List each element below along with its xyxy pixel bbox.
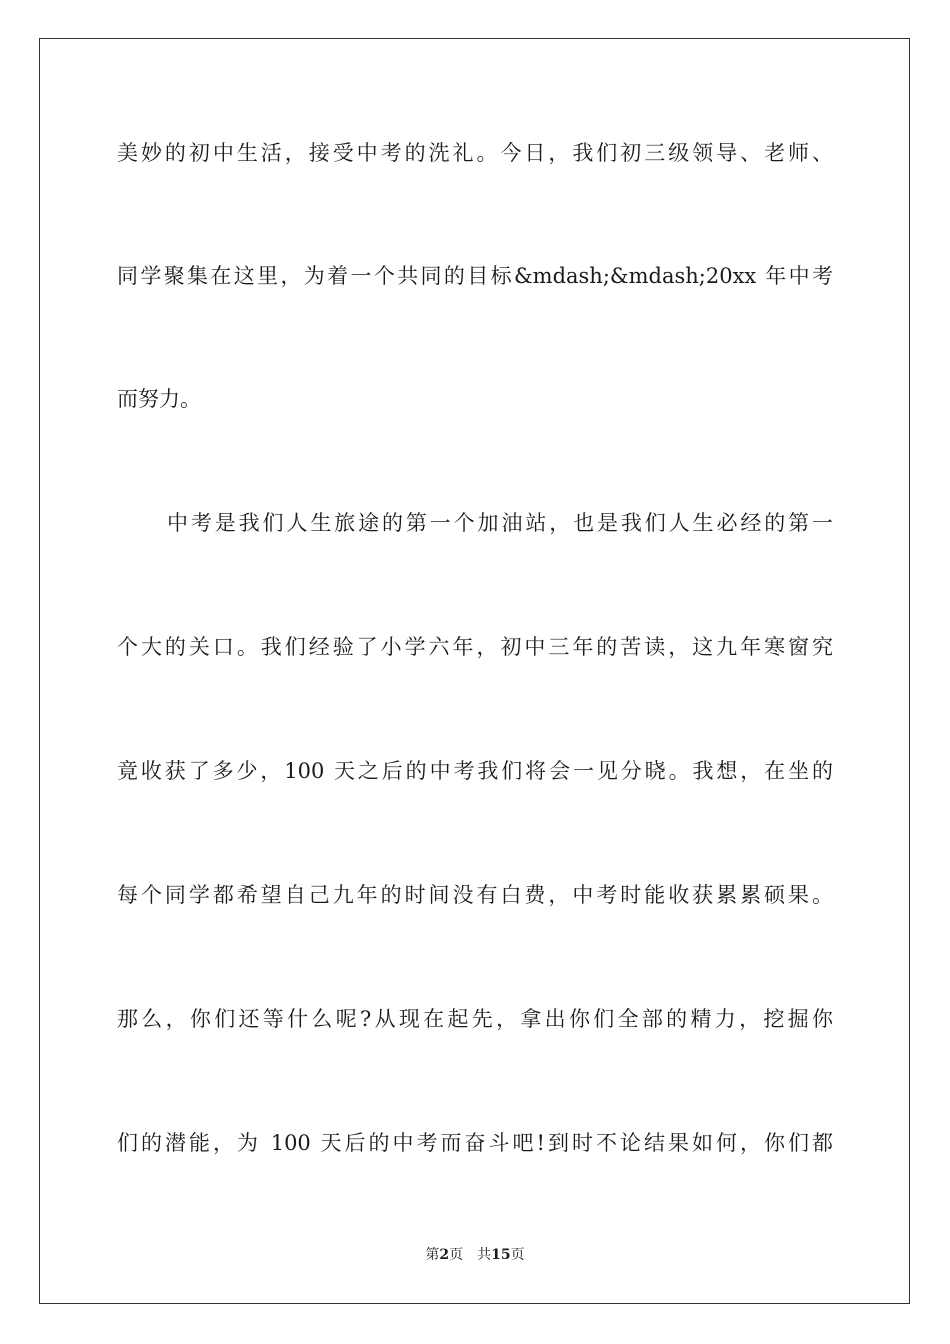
- text-line-8: 那么，你们还等什么呢?从现在起先，拿出你们全部的精力，挖掘你: [117, 1007, 833, 1031]
- page-border: [39, 38, 910, 1304]
- page-number: 2: [439, 1247, 450, 1263]
- total-prefix: 共: [477, 1247, 492, 1263]
- text-line-9: 们的潜能，为 100 天后的中考而奋斗吧!到时不论结果如何，你们都: [117, 1131, 833, 1155]
- total-suffix: 页: [510, 1247, 525, 1263]
- text-line-3: 而努力。: [117, 387, 201, 411]
- text-line-7: 每个同学都希望自己九年的时间没有白费，中考时能收获累累硕果。: [117, 883, 833, 907]
- text-line-5: 个大的关口。我们经验了小学六年，初中三年的苦读，这九年寒窗究: [117, 635, 833, 659]
- page-prefix: 第: [425, 1247, 440, 1263]
- page-footer: [0, 1245, 950, 1265]
- text-line-6: 竟收获了多少，100 天之后的中考我们将会一见分晓。我想，在坐的: [117, 759, 833, 783]
- text-line-1: 美妙的初中生活，接受中考的洗礼。今日，我们初三级领导、老师、: [117, 141, 833, 165]
- text-line-2: 同学聚集在这里，为着一个共同的目标&mdash;&mdash;20xx 年中考: [117, 264, 833, 288]
- text-line-4: 中考是我们人生旅途的第一个加油站，也是我们人生必经的第一: [167, 511, 833, 535]
- page-suffix: 页: [449, 1247, 464, 1263]
- total-pages: 15: [491, 1247, 511, 1263]
